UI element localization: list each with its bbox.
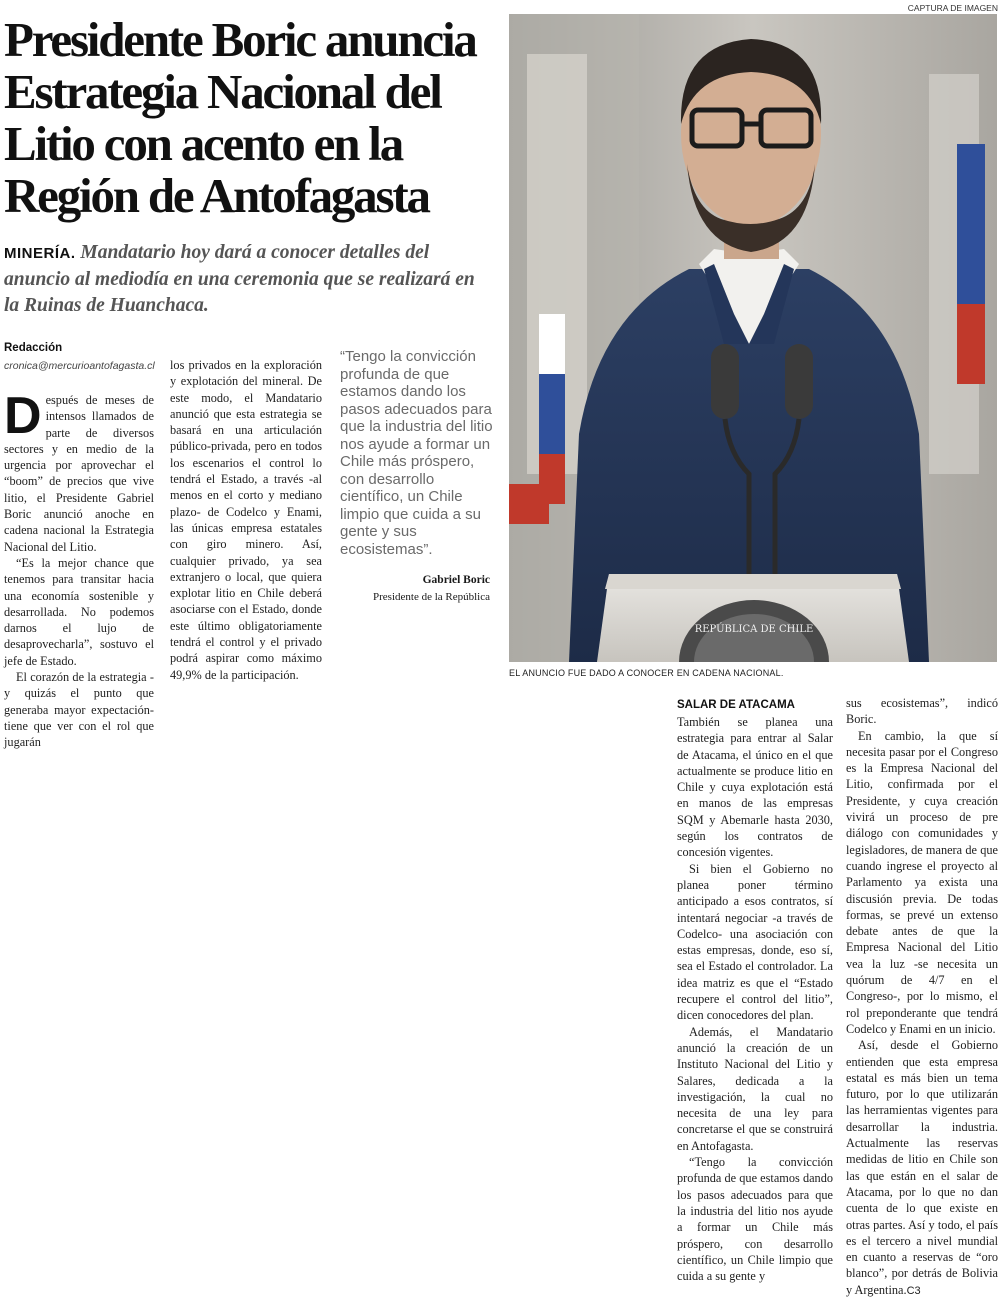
photo-illustration (509, 14, 997, 662)
byline-email: cronica@mercurioantofagasta.cl (4, 360, 155, 372)
photo-caption: EL ANUNCIO FUE DADO A CONOCER EN CADENA NACIONAL. (509, 668, 784, 678)
paragraph: “Tengo la convicción profunda de que estamos dando los pasos adecuados para que la industria del litio nos ayude a formar un Chile más próspero, con desarrollo científico, un Chile limpio que cuida a su gente y (677, 1155, 833, 1284)
deck (4, 240, 494, 319)
paragraph: Después de meses de intensos llamados de parte de diversos sectores y en medio de la urgencia por aprovechar el “boom” de precios que vive litio, el Presidente Gabriel Boric anunció anoche en cadena nacional la Estrategia Nacional del Litio. (4, 387, 154, 554)
end-mark: C3 (906, 1284, 921, 1297)
paragraph: sus ecosistemas”, indicó Boric. (846, 696, 998, 727)
article-column-2 (170, 357, 322, 683)
paragraph: En cambio, la que sí necesita pasar por el Congreso es la Empresa Nacional del Litio, confirmada por el Presidente, y cuya creación vivirá un proceso de pre diálogo con comunidades y legisladores, de manera de que cuando ingrese el proyecto al Parlamento ya exista una discusión previa. De todas formas, se prevé un extenso debate antes de que la Empresa Nacional del Litio vea la luz -se necesita un quórum de 4/7 en el Congreso-, por lo mismo, el rol preponderante que tendrá Codelco y Enami en un inicio. (846, 728, 998, 1036)
photo-credit: CAPTURA DE IMAGEN (907, 3, 998, 13)
byline-name: Redacción (4, 342, 63, 354)
flag-right (957, 144, 985, 384)
deck-kicker: MINERÍA. (4, 245, 76, 262)
flag-left-2 (509, 484, 549, 524)
headline: Presidente Boric anuncia Estrategia Nacional del Litio con acento en la Región de Antofagasta (4, 12, 476, 223)
paragraph: El corazón de la estrategia -y quizás el punto que generaba mayor expectación- tiene que ver con el rol que jugarán (4, 670, 154, 750)
paragraph: Así, desde el Gobierno entienden que esta empresa estatal es más bien un tema futuro, por lo que utilizarán las herramientas vigentes para desarrollar la industria. Actualmente las reservas medidas de litio en Chile son las que están en el salar de Atacama, por lo que no dan cuenta de lo que existe en otras partes. Así y todo, el país es el tercero a nivel mundial en cuanto a reservas de “oro blanco”, por detrás de Bolivia y Argentina.C3 (846, 1038, 998, 1297)
pull-quote-role: Presidente de la República (373, 591, 490, 603)
drop-cap: D (4, 387, 42, 445)
paragraph: “Es la mejor chance que tenemos para transitar hacia una economía sostenible y desarrollada. No podemos darnos el lujo de desaprovecharla”, sostuvo el jefe de Estado. (4, 555, 154, 668)
article-column-3 (677, 714, 833, 1284)
podium-seal-text: REPÚBLICA DE CHILE (694, 624, 814, 635)
paragraph: Además, el Mandatario anunció la creación de un Instituto Nacional del Litio y Salares, dedicada a la investigación, la cual no necesita de una ley para concretarse el que se construirá en Antofagasta. (677, 1024, 833, 1153)
paragraph: Si bien el Gobierno no planea poner término anticipado a esos contratos, sí intentará negociar -a través de Codelco- una asociación con estas empresas, donde, eso sí, sea el Estado el controlador. La idea matriz es que el “Estado recupere el control del litio”, dicen conocedores del plan. (677, 861, 833, 1023)
paragraph: También se planea una estrategia para entrar al Salar de Atacama, el único en el que actualmente se produce litio en Chile y cuya explotación está en manos de las empresas SQM y Abemarle hasta 2030, según los contratos de concesión vigentes. (677, 715, 833, 860)
pull-quote-author: Gabriel Boric (422, 574, 490, 586)
pull-quote: “Tengo la convicción profunda de que estamos dando los pasos adecuados para que la industria del litio nos ayude a formar un Chile más próspero, con desarrollo científico, un Chile limpio que cuida a su gente y sus ecosistemas”. (340, 348, 493, 558)
article-column-1 (4, 387, 154, 751)
paragraph: los privados en la exploración y explotación del mineral. De este modo, el Mandatario anunció que esta estrategia se basará en una articulación público-privada, pero en todos los escenarios el control lo tendrá el Estado, a través -al menos en el corto y mediano plazo- de Codelco y Enami, las únicas empresa estatales con giro minero. Así, cualquier privado, ya sea extranjero o local, que quiera explotar litio en Chile deberá asociarse con el Estado, donde este último obligatoriamente tendrá el control y el privado podrá aspirar como máximo 49,9% de la participación. (170, 358, 322, 682)
news-photo (509, 14, 997, 662)
deck-text: Mandatario hoy dará a conocer detalles del anuncio al mediodía en una ceremonia que se realizará en la Ruinas de Huanchaca. (4, 242, 475, 316)
article-column-4 (846, 695, 998, 1299)
section-subhead: SALAR DE ATACAMA (677, 699, 795, 711)
flag-left (539, 314, 565, 504)
